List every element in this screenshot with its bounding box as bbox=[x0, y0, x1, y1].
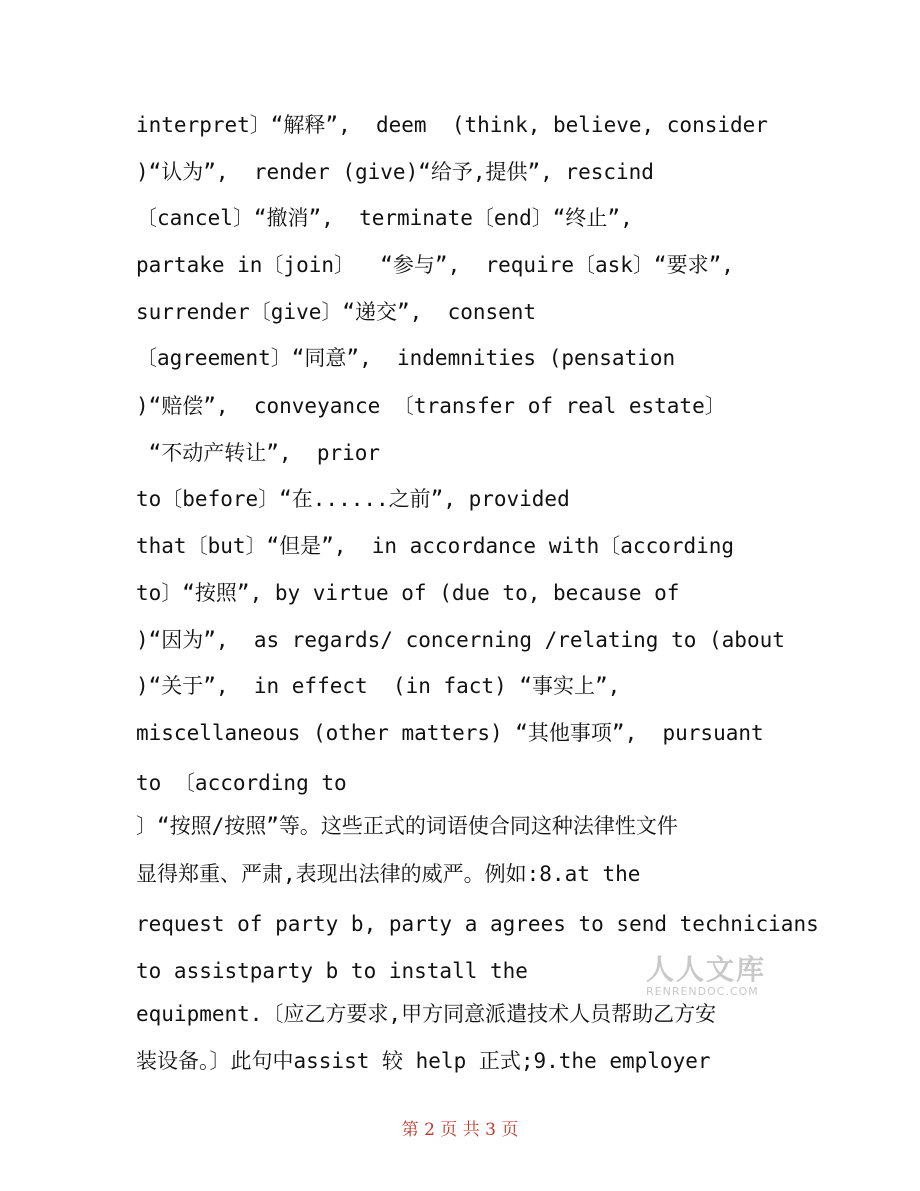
text-line: )“关于”, in effect (in fact) “事实上”, bbox=[136, 674, 621, 698]
text-line: )“因为”, as regards/ concerning /relating to (about bbox=[136, 628, 785, 652]
text-line: request of party b, party a agrees to send technicians bbox=[136, 912, 819, 936]
watermark-logo-text: 人人文库 bbox=[646, 953, 767, 986]
text-line: partake in〔join〕 “参与”, require〔ask〕“要求”, bbox=[136, 253, 734, 277]
text-line: 显得郑重、严肃,表现出法律的威严。例如:8.at the bbox=[136, 862, 641, 886]
text-line: “不动产转让”, prior bbox=[136, 441, 381, 465]
watermark-logo bbox=[646, 953, 776, 998]
text-line: 〔cancel〕“撤消”, terminate〔end〕“终止”, bbox=[136, 206, 633, 230]
text-line: interpret〕“解释”, deem (think, believe, consider bbox=[136, 113, 768, 137]
text-line: to〔before〕“在......之前”, provided bbox=[136, 487, 570, 511]
text-line: 装设备。〕此句中assist 较 help 正式;9.the employer bbox=[136, 1049, 711, 1073]
page-number-footer: 第 2 页 共 3 页 bbox=[401, 1120, 519, 1140]
watermark-url-text: RENRENDOC.COM bbox=[646, 985, 759, 998]
text-line: )“赔偿”, conveyance 〔transfer of real estate〕 bbox=[136, 394, 726, 418]
text-line: surrender〔give〕“递交”, consent bbox=[136, 300, 537, 324]
text-line: to〕“按照”, by virtue of (due to, because of bbox=[136, 581, 680, 605]
text-line: )“认为”, render (give)“给予,提供”, rescind bbox=[136, 160, 654, 184]
text-line: 〔agreement〕“同意”, indemnities (pensation bbox=[136, 346, 676, 370]
text-line: to 〔according to bbox=[136, 771, 347, 795]
text-line: miscellaneous (other matters) “其他事项”, pursuant bbox=[136, 721, 764, 745]
text-line: equipment.〔应乙方要求,甲方同意派遣技术人员帮助乙方安 bbox=[136, 1002, 717, 1026]
text-line: that〔but〕“但是”, in accordance with〔according bbox=[136, 534, 735, 558]
text-line: to assistparty b to install the bbox=[136, 959, 528, 983]
text-line: 〕“按照/按照”等。这些正式的词语使合同这种法律性文件 bbox=[136, 814, 678, 838]
